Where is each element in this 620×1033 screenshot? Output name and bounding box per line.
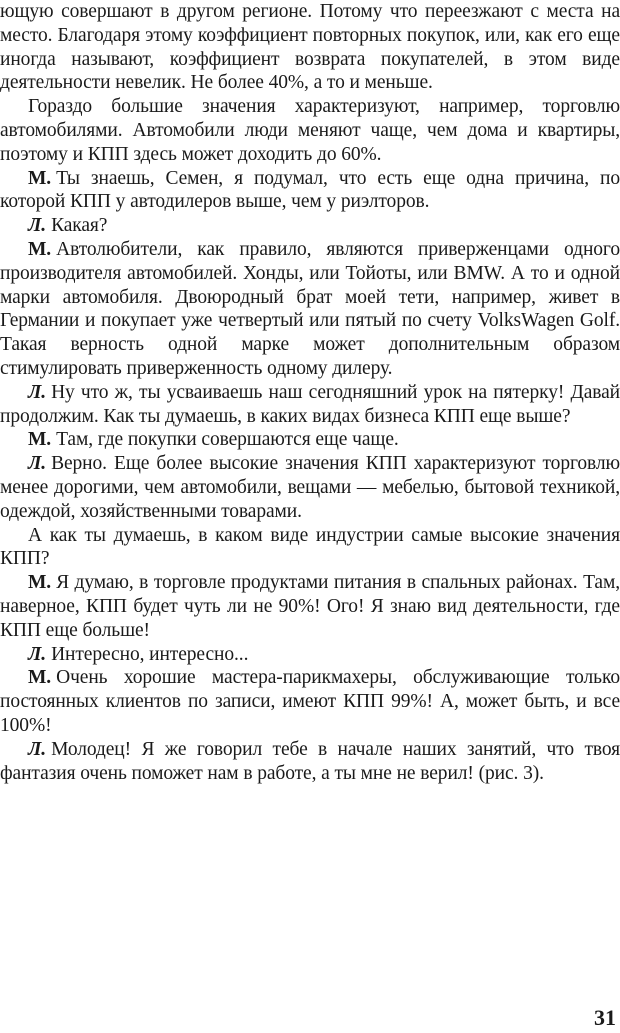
paragraph-10 bbox=[0, 571, 620, 642]
paragraph-6 bbox=[0, 381, 620, 429]
paragraph-text: Интересно, интересно... bbox=[51, 643, 249, 665]
speaker-label: М. bbox=[28, 429, 52, 451]
paragraph-2 bbox=[0, 95, 620, 166]
speaker-label: Л. bbox=[28, 738, 47, 760]
paragraph-8 bbox=[0, 452, 620, 523]
speaker-label: М. bbox=[28, 167, 52, 189]
paragraph-text: А как ты думаешь, в каком виде индустрии самые высокие значения КПП? bbox=[0, 524, 620, 570]
paragraph-text: Гораздо большие значения характеризуют, например, торговлю автомобилями. Автомобили люди меняют чаще, чем дома и квартиры, поэтому и КПП здесь может доходить до 60%. bbox=[0, 96, 620, 165]
paragraph-text: Ну что ж, ты усваиваешь наш сегодняшний урок на пятерку! Давай продолжим. Как ты думаешь, в каких видах бизнеса КПП еще выше? bbox=[0, 381, 620, 427]
paragraph-text: Автолюбители, как правило, являются приверженцами одного производителя автомобилей. Хонды, или Тойоты, или BMW. А то и одной марки автомобиля. Двоюродный брат моей тети, например, живет в Германии и покупает уже четвертый или пятый по счету VolksWagen Golf. Такая верность одной марке может дополнительным образом стимулировать приверженность одному дилеру. bbox=[0, 238, 620, 379]
paragraph-7 bbox=[0, 428, 620, 452]
speaker-label: Л. bbox=[28, 643, 47, 665]
speaker-label: М. bbox=[28, 238, 52, 260]
paragraph-text: Верно. Еще более высокие значения КПП характеризуют торговлю менее дорогими, чем автомобили, вещами — мебелью, бытовой техникой, одеждой, хозяйственными товарами. bbox=[0, 453, 620, 522]
paragraph-1 bbox=[0, 0, 620, 95]
speaker-label: Л. bbox=[28, 381, 47, 403]
paragraph-text: Я думаю, в торговле продуктами питания в спальных районах. Там, наверное, КПП будет чуть ли не 90%! Ого! Я знаю вид деятельности, где КПП еще больше! bbox=[0, 572, 620, 641]
paragraph-12 bbox=[0, 666, 620, 737]
speaker-label: М. bbox=[28, 572, 52, 594]
speaker-label: Л. bbox=[28, 215, 47, 237]
paragraph-text: Какая? bbox=[51, 215, 108, 237]
speaker-label: М. bbox=[28, 667, 52, 689]
paragraph-9 bbox=[0, 524, 620, 572]
paragraph-text: ющую совершают в другом регионе. Потому что переезжают с места на место. Благодаря этому коэффициент повторных покупок, или, как его еще иногда называют, коэффициент возврата покупателей, в этом виде деятельности невелик. Не более 40%, а то и меньше. bbox=[0, 1, 620, 94]
paragraph-text: Ты знаешь, Семен, я подумал, что есть еще одна причина, по которой КПП у автодилеров выше, чем у риэлторов. bbox=[0, 167, 620, 213]
paragraph-3 bbox=[0, 167, 620, 215]
paragraph-4 bbox=[0, 214, 620, 238]
paragraph-11 bbox=[0, 643, 620, 667]
paragraph-text: Там, где покупки совершаются еще чаще. bbox=[56, 429, 399, 451]
speaker-label: Л. bbox=[28, 453, 47, 475]
paragraph-text: Молодец! Я же говорил тебе в начале наших занятий, что твоя фантазия очень поможет нам в работе, а ты мне не верил! (рис. 3). bbox=[0, 738, 620, 784]
paragraph-5 bbox=[0, 238, 620, 381]
paragraph-13 bbox=[0, 738, 620, 786]
paragraph-text: Очень хорошие мастера-парикмахеры, обслуживающие только постоянных клиентов по записи, имеют КПП 99%! А, может быть, и все 100%! bbox=[0, 667, 620, 736]
page-number: 31 bbox=[594, 1005, 616, 1030]
